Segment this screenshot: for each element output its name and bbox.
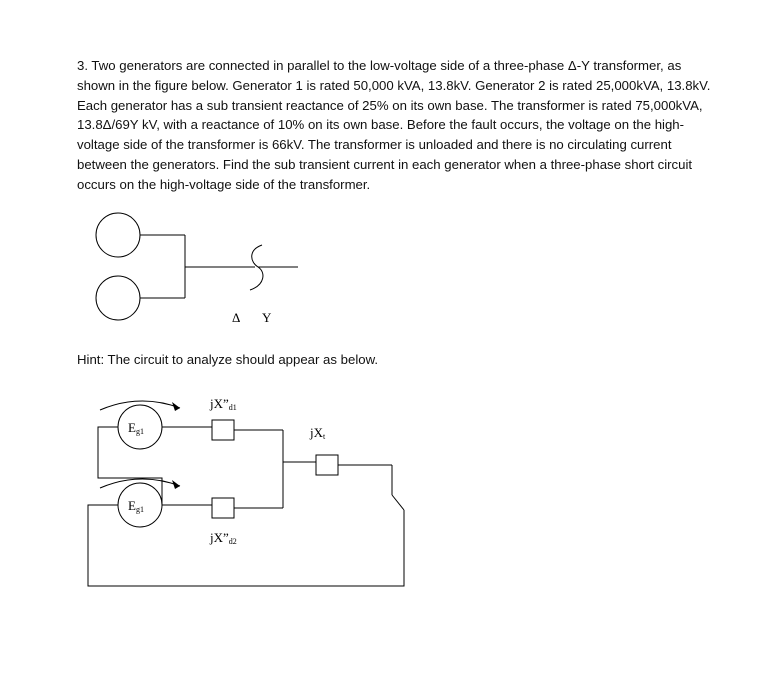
- generator-1-symbol: [96, 213, 140, 257]
- reactance-xd1: [212, 420, 234, 440]
- delta-label: Δ: [232, 310, 241, 325]
- one-line-diagram: [96, 213, 298, 320]
- arrowhead-1: [172, 402, 180, 411]
- gen1-label: Eg1: [128, 420, 144, 436]
- gen2-label: Eg1: [128, 498, 144, 514]
- fault-switch: [392, 495, 404, 510]
- reactance-xt: [316, 455, 338, 475]
- arrowhead-2: [172, 480, 180, 489]
- xt-label: jXt: [310, 425, 326, 441]
- hint-text: Hint: The circuit to analyze should appear as below.: [77, 352, 379, 367]
- xd2-label: jX”d2: [210, 530, 237, 546]
- problem-statement: 3. Two generators are connected in parallel to the low-voltage side of a three-phase Δ-Y transformer, as shown in the figure below. Generator 1 is rated 50,000 kVA, 13.8kV. Generator 2 is rated 25,000kVA, 13.8kV. Each generator has a sub transient reactance of 25% on its own base. The transformer is rated 75,000kVA, 13.8Δ/69Y kV, with a reactance of 10% on its own base. Before the fault occurs, the voltage on the high-voltage side of the transformer is 66kV. The transformer is unloaded and there is no circulating current between the generators. Find the sub transient current in each generator when a three-phase short circuit occurs on the high-voltage side of the transformer.: [77, 58, 711, 192]
- wye-label: Y: [262, 310, 272, 325]
- xd1-label: jX”d1: [210, 396, 237, 412]
- reactance-xd2: [212, 498, 234, 518]
- generator-2-symbol: [96, 276, 140, 320]
